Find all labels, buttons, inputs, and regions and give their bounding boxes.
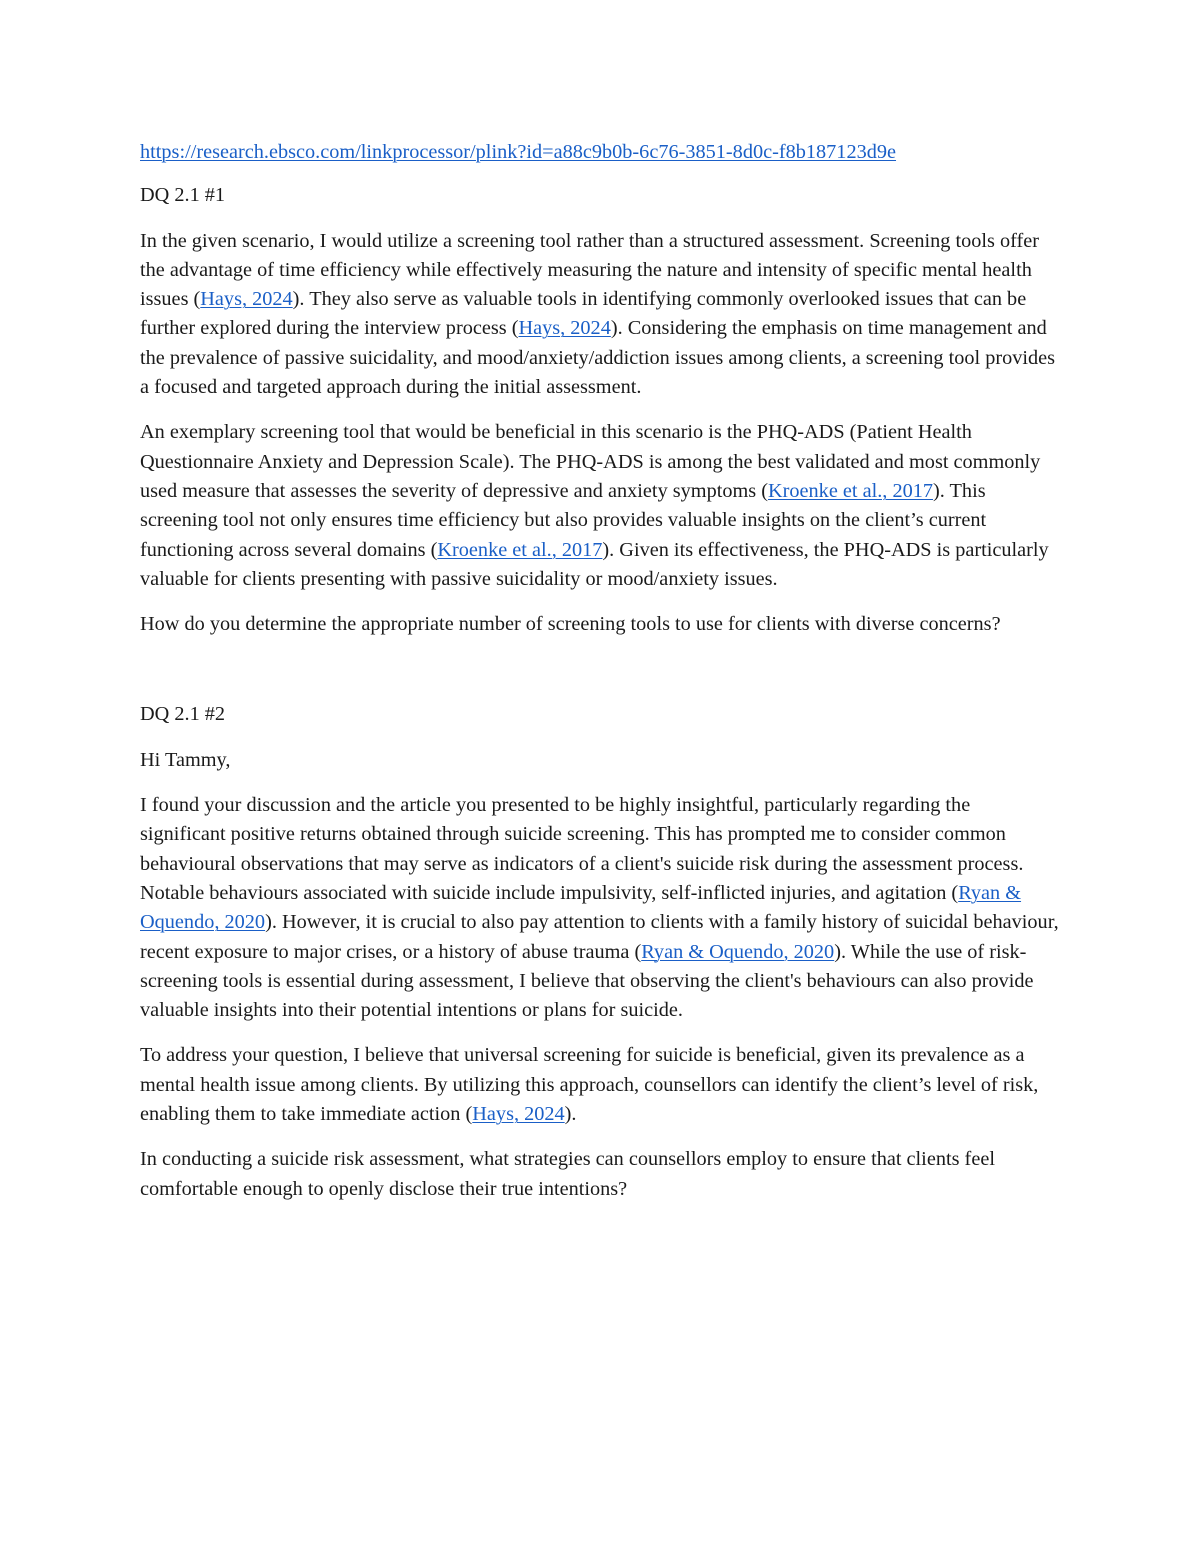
section-2-paragraph-1	[140, 791, 1060, 1025]
section-1-paragraph-2	[140, 418, 1060, 594]
source-url-link[interactable]: https://research.ebsco.com/linkprocessor/plink?id=a88c9b0b-6c76-3851-8d0c-f8b187123d9e	[140, 141, 897, 163]
citation-link-kroenke[interactable]: Kroenke et al., 2017	[768, 479, 934, 502]
paragraph-text: ).	[564, 1103, 577, 1126]
paragraph-text: ). Given its effectiveness, the PHQ-ADS is particularly valuable for clients presenting with passive suicidality or mood/anxiety issues.	[140, 538, 1049, 590]
citation-link-hays[interactable]: Hays, 2024	[518, 317, 611, 340]
section-2-heading: DQ 2.1 #2	[140, 703, 226, 726]
section-1-paragraph-1	[140, 227, 1060, 403]
section-1-heading: DQ 2.1 #1	[140, 184, 226, 207]
paragraph-text: ). However, it is crucial to also pay attention to clients with a family history of suicidal behaviour, recent exposure to major crises, or a history of abuse trauma (	[140, 911, 1059, 963]
citation-link-kroenke[interactable]: Kroenke et al., 2017	[437, 538, 603, 561]
source-url-line	[140, 138, 1060, 167]
document-page	[140, 138, 1060, 1220]
section-1-question: How do you determine the appropriate number of screening tools to use for clients with diverse concerns?	[140, 613, 1001, 636]
citation-link-ryan-oquendo[interactable]: Ryan & Oquendo, 2020	[140, 881, 1022, 934]
paragraph-text: ). They also serve as valuable tools in identifying commonly overlooked issues that can be further explored during the interview process (	[140, 288, 1027, 340]
paragraph-text: ). Considering the emphasis on time management and the prevalence of passive suicidality, and mood/anxiety/addiction issues among clients, a screening tool provides a focused and targeted approach during the initial assessment.	[140, 317, 1056, 399]
paragraph-text: ). This screening tool not only ensures time efficiency but also provides valuable insights on the client’s current functioning across several domains (	[140, 479, 987, 561]
section-2-question: In conducting a suicide risk assessment, what strategies can counsellors employ to ensure that clients feel comfortable enough to openly disclose their true intentions?	[140, 1148, 995, 1200]
section-spacer	[140, 655, 1060, 700]
paragraph-text: I found your discussion and the article you presented to be highly insightful, particularly regarding the significant positive returns obtained through suicide screening. This has prompted me to consider common behavioural observations that may serve as indicators of a client's suicide risk during the assessment process. Notable behaviours associated with suicide include impulsivity, self-inflicted injuries, and agitation (	[140, 794, 1024, 904]
citation-link-ryan-oquendo[interactable]: Ryan & Oquendo, 2020	[641, 940, 835, 963]
section-2-paragraph-2	[140, 1041, 1060, 1129]
paragraph-text: To address your question, I believe that universal screening for suicide is beneficial, given its prevalence as a mental health issue among clients. By utilizing this approach, counsellors can identify the client’s level of risk, enabling them to take immediate action (	[140, 1044, 1039, 1126]
paragraph-text: In the given scenario, I would utilize a screening tool rather than a structured assessment. Screening tools offer the advantage of time efficiency while effectively measuring the nature and intensity of specific mental health issues (	[140, 229, 1040, 311]
section-2-greeting: Hi Tammy,	[140, 748, 231, 771]
paragraph-text: An exemplary screening tool that would be beneficial in this scenario is the PHQ-ADS (Patient Health Questionnaire Anxiety and Depression Scale). The PHQ-ADS is among the best validated and most commonly used measure that assesses the severity of depressive and anxiety symptoms (	[140, 421, 1041, 502]
citation-link-hays[interactable]: Hays, 2024	[200, 288, 293, 311]
citation-link-hays[interactable]: Hays, 2024	[472, 1103, 565, 1126]
paragraph-text: ). While the use of risk-screening tools is essential during assessment, I believe that observing the client's behaviours can also provide valuable insights into their potential intentions or plans for suicide.	[140, 940, 1034, 1022]
